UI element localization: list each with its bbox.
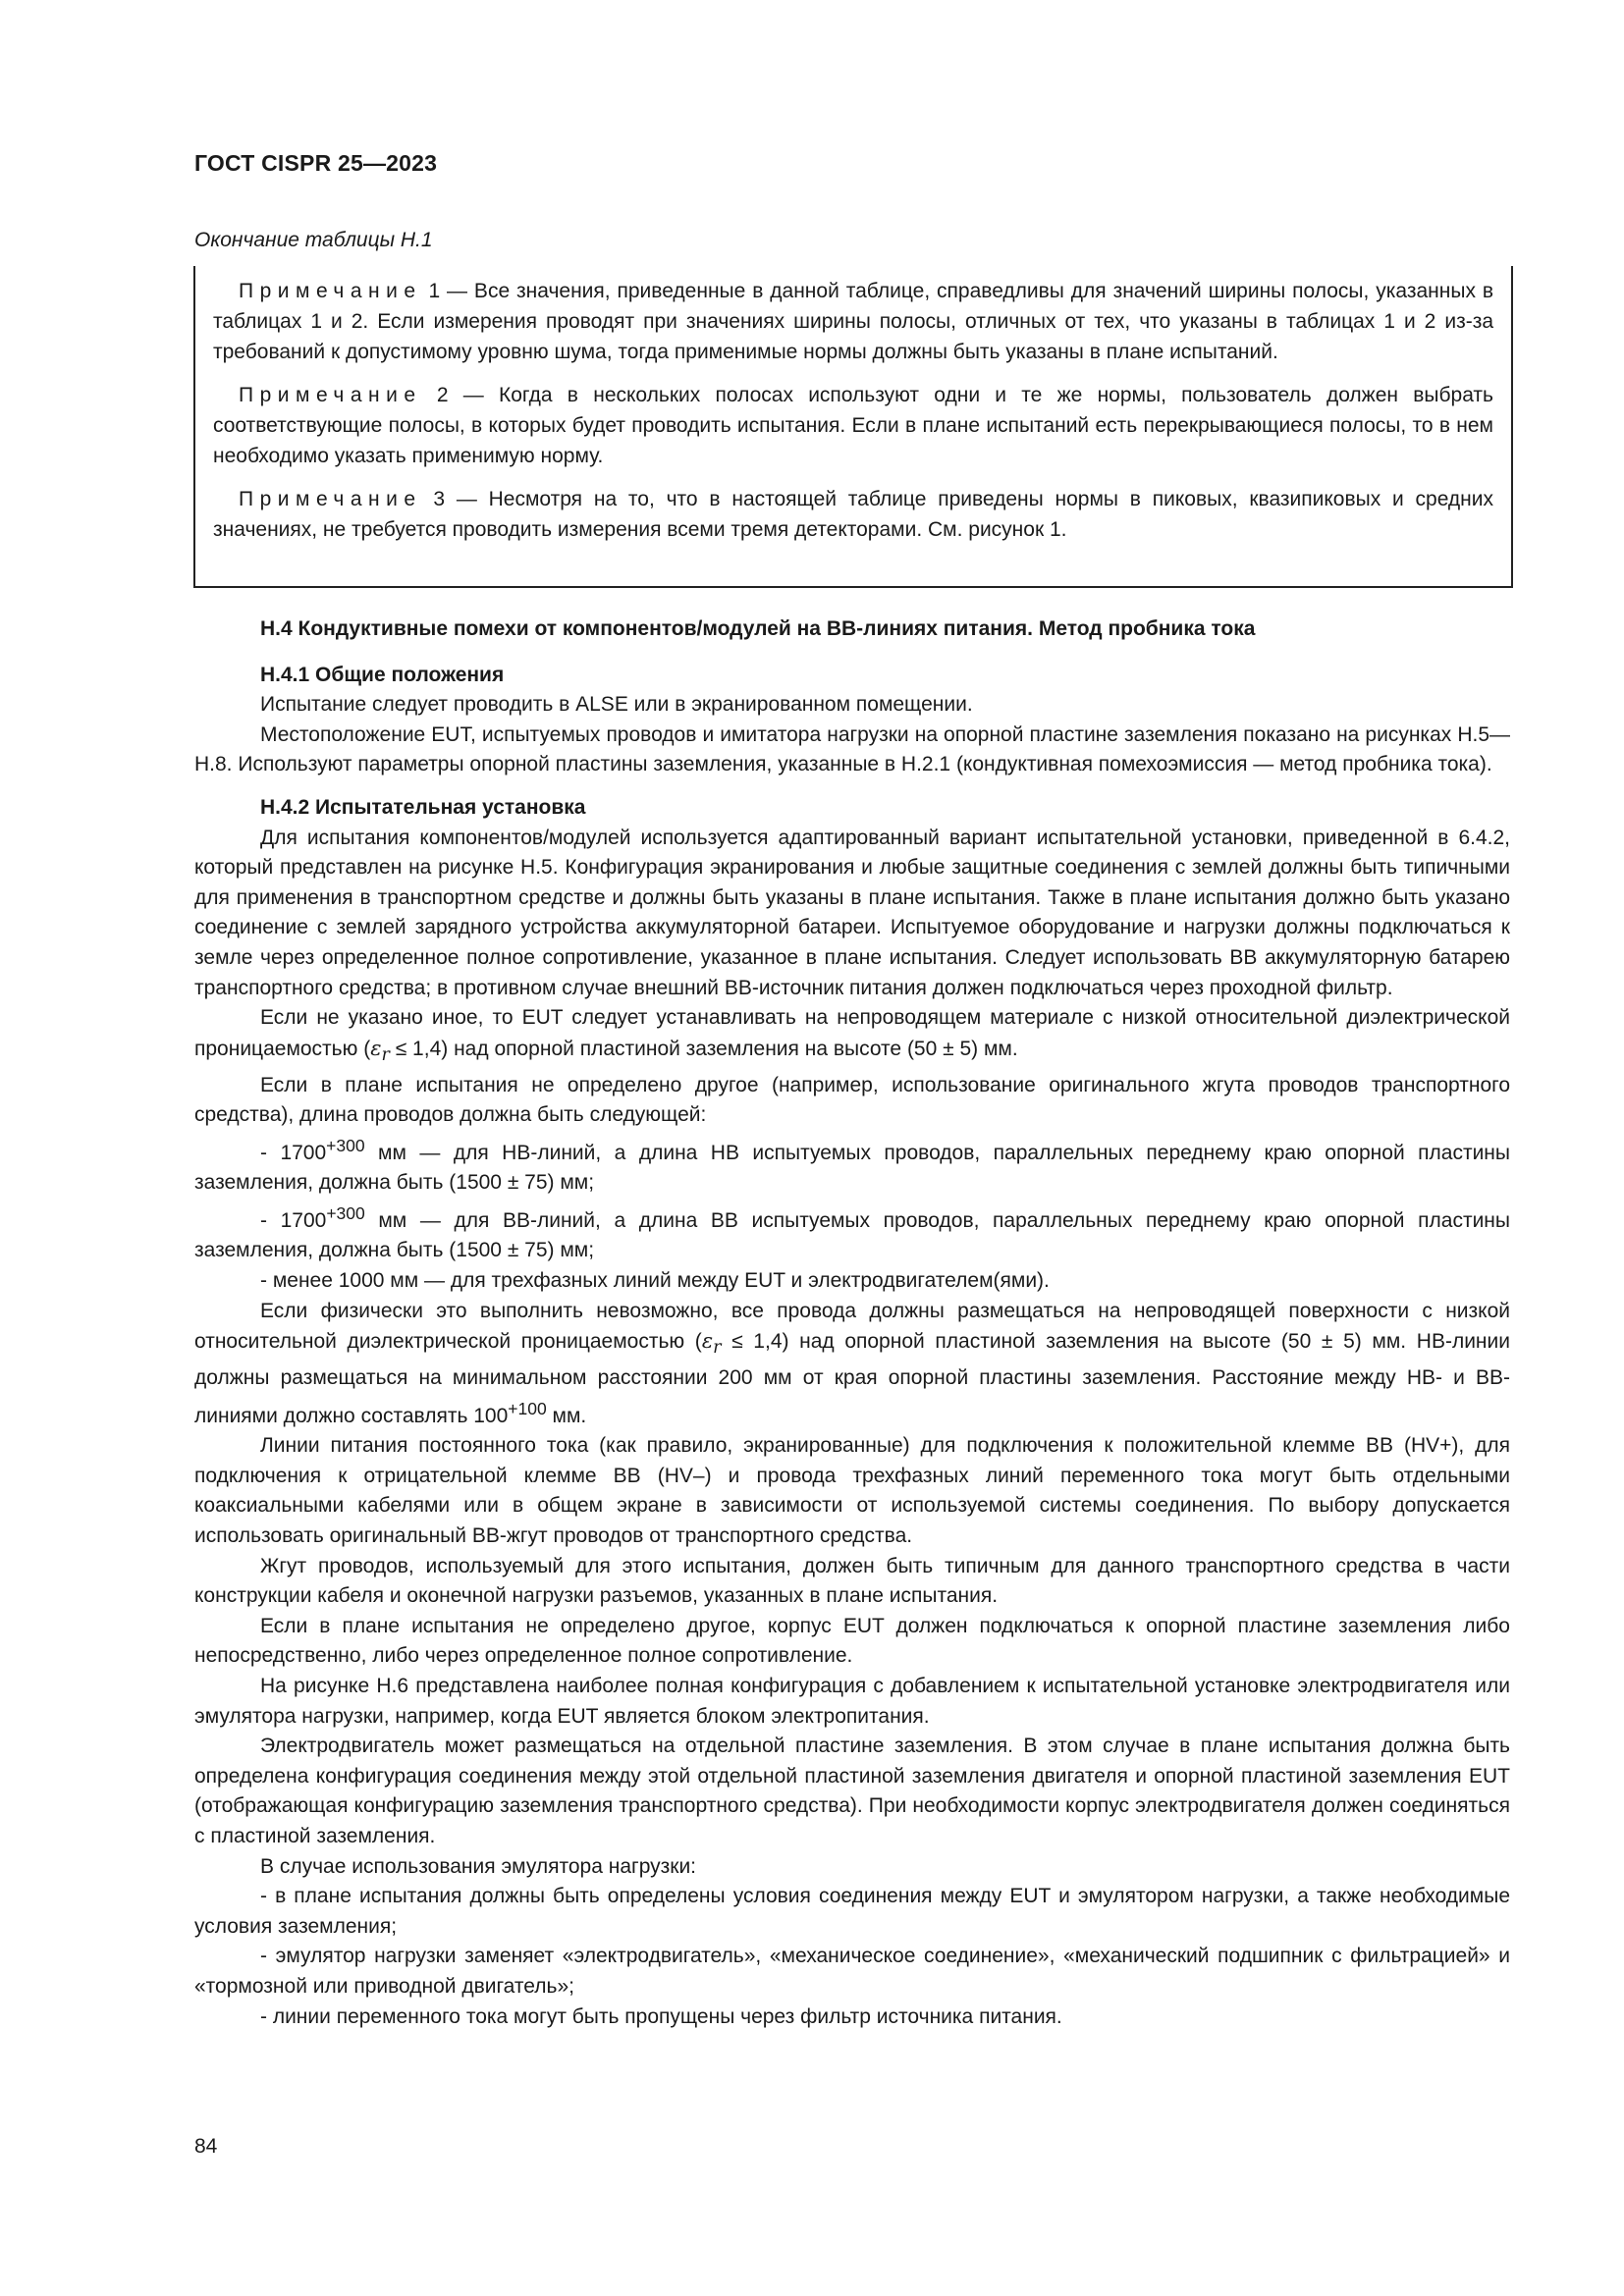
- paragraph: Если не указано иное, то EUT следует устанавливать на непроводящем материале с низкой относительной диэлектрической проницаемостью $(\varepsilon_r \le 1,4)$ над опорной пластиной заземления на высоте (50 ± 5) мм.: [194, 1006, 1510, 1065]
- list-item: - эмулятор нагрузки заменяет «электродвигатель», «механическое соединение», «механический подшипник с фильтрацией» и «тормозной или приводной двигатель»;: [194, 1945, 1510, 1998]
- notes-box: [193, 266, 1513, 588]
- table-continuation-caption: Окончание таблицы H.1: [194, 229, 433, 251]
- paragraph: На рисунке H.6 представлена наиболее полная конфигурация с добавлением к испытательной установке электродвигателя или эмулятора нагрузки, например, когда EUT является блоком электропитания.: [194, 1674, 1510, 1728]
- subsection-heading: H.4.1 Общие положения: [260, 663, 505, 686]
- paragraph: Если в плане испытания не определено другое (например, использование оригинального жгута проводов транспортного средства), длина проводов должна быть следующей:: [194, 1073, 1510, 1127]
- list-item: - линии переменного тока могут быть пропущены через фильтр источника питания.: [260, 2004, 1062, 2028]
- note-label: Примечание: [239, 384, 422, 406]
- section-heading: H.4 Кондуктивные помехи от компонентов/модулей на ВВ-линиях питания. Метод пробника тока: [260, 617, 1256, 640]
- paragraph: Жгут проводов, используемый для этого испытания, должен быть типичным для данного транспортного средства в части конструкции кабеля и оконечной нагрузки разъемов, указанных в плане испытания.: [194, 1554, 1510, 1608]
- epsilon-symbol: ε: [701, 1329, 714, 1354]
- note-1: [213, 276, 1493, 367]
- document-header: ГОСТ CISPR 25—2023: [194, 150, 438, 176]
- paragraph: Местоположение EUT, испытуемых проводов и имитатора нагрузки на опорной пластине заземления показано на рисунках H.5—H.8. Используют параметры опорной пластины заземления, указанные в H.2.1 (кондуктивная помехоэмиссия — метод пробника тока).: [194, 722, 1510, 776]
- paragraph: Если в плане испытания не определено другое, корпус EUT должен подключаться к опорной пластине заземления либо непосредственно, либо через определенное полное сопротивление.: [194, 1614, 1510, 1668]
- document-body: [194, 614, 1510, 2032]
- page-number: 84: [194, 2135, 218, 2158]
- list-item: - менее 1000 мм — для трехфазных линий между EUT и электродвигателем(ями).: [260, 1269, 1050, 1293]
- paragraph: В случае использования эмулятора нагрузки:: [260, 1854, 697, 1878]
- paragraph: Для испытания компонентов/модулей используется адаптированный вариант испытательной установки, приведенной в 6.4.2, который представлен на рисунке H.5. Конфигурация экранирования и любые защитные соединения с землей должны быть типичными для применения в транспортном средстве и должны быть указаны в плане испытания. Также в плане испытания должно быть указано соединение с землей зарядного устройства аккумуляторной батареи. Испытуемое оборудование и нагрузки должны подключаться к земле через определенное полное сопротивление, указанное в плане испытания. Следует использовать ВВ аккумуляторную батарею транспортного средства; в противном случае внешний ВВ-источник питания должен подключаться через проходной фильтр.: [194, 826, 1510, 999]
- paragraph: Испытание следует проводить в ALSE или в экранированном помещении.: [260, 693, 973, 717]
- note-label: Примечание: [239, 488, 422, 510]
- subsection-heading: H.4.2 Испытательная установка: [260, 795, 586, 819]
- note-3: [213, 484, 1493, 545]
- paragraph: Электродвигатель может размещаться на отдельной пластине заземления. В этом случае в плане испытания должна быть определена конфигурация соединения между этой отдельной пластиной заземления двигателя и опорной пластиной заземления EUT (отображающая конфигурацию заземления транспортного средства). При необходимости корпус электродвигателя должен соединяться с пластиной заземления.: [194, 1735, 1510, 1847]
- paragraph: Если физически это выполнить невозможно, все провода должны размещаться на непроводящей поверхности с низкой относительной диэлектрической проницаемостью $(\varepsilon_r \le 1,4)$ над опорной пластиной заземления на высоте (50 ± 5) мм. НВ-линии должны размещаться на минимальном расстоянии 200 мм от края опорной пластины заземления. Расстояние между НВ- и ВВ-линиями должно составлять $100^{+100}$ мм.: [194, 1299, 1510, 1427]
- list-item: - $1700^{+300}$ мм — для НВ-линий, а длина НВ испытуемых проводов, параллельных переднему краю опорной пластины заземления, должна быть (1500 ± 75) мм;: [194, 1135, 1510, 1195]
- note-text: 1 — Все значения, приведенные в данной таблице, справедливы для значений ширины полосы, указанных в таблицах 1 и 2. Если измерения проводят при значениях ширины полосы, отличных от тех, что указаны в таблицах 1 и 2 из-за требований к допустимому уровню шума, тогда применимые нормы должны быть указаны в плане испытаний.: [213, 280, 1493, 363]
- note-2: [213, 380, 1493, 471]
- note-text: 3 — Несмотря на то, что в настоящей таблице приведены нормы в пиковых, квазипиковых и средних значениях, не требуется проводить измерения всеми тремя детекторами. См. рисунок 1.: [213, 488, 1493, 541]
- list-item: - в плане испытания должны быть определены условия соединения между EUT и эмулятором нагрузки, а также необходимые условия заземления;: [194, 1885, 1510, 1938]
- list-item: - $1700^{+300}$ мм — для ВВ-линий, а длина ВВ испытуемых проводов, параллельных переднему краю опорной пластины заземления, должна быть (1500 ± 75) мм;: [194, 1202, 1510, 1262]
- epsilon-symbol: ε: [370, 1036, 382, 1060]
- paragraph: Линии питания постоянного тока (как правило, экранированные) для подключения к положительной клемме ВВ (HV+), для подключения к отрицательной клемме ВВ (HV–) и провода трехфазных линий переменного тока могут быть отдельными коаксиальными кабелями или в общем экране в зависимости от используемой системы соединения. По выбору допускается использовать оригинальный ВВ-жгут проводов от транспортного средства.: [194, 1434, 1510, 1547]
- note-text: 2 — Когда в нескольких полосах используют одни и те же нормы, пользователь должен выбрать соответствующие полосы, в которых будет проводить испытания. Если в плане испытаний есть перекрывающиеся полосы, то в нем необходимо указать применимую норму.: [213, 384, 1493, 467]
- note-label: Примечание: [239, 280, 422, 302]
